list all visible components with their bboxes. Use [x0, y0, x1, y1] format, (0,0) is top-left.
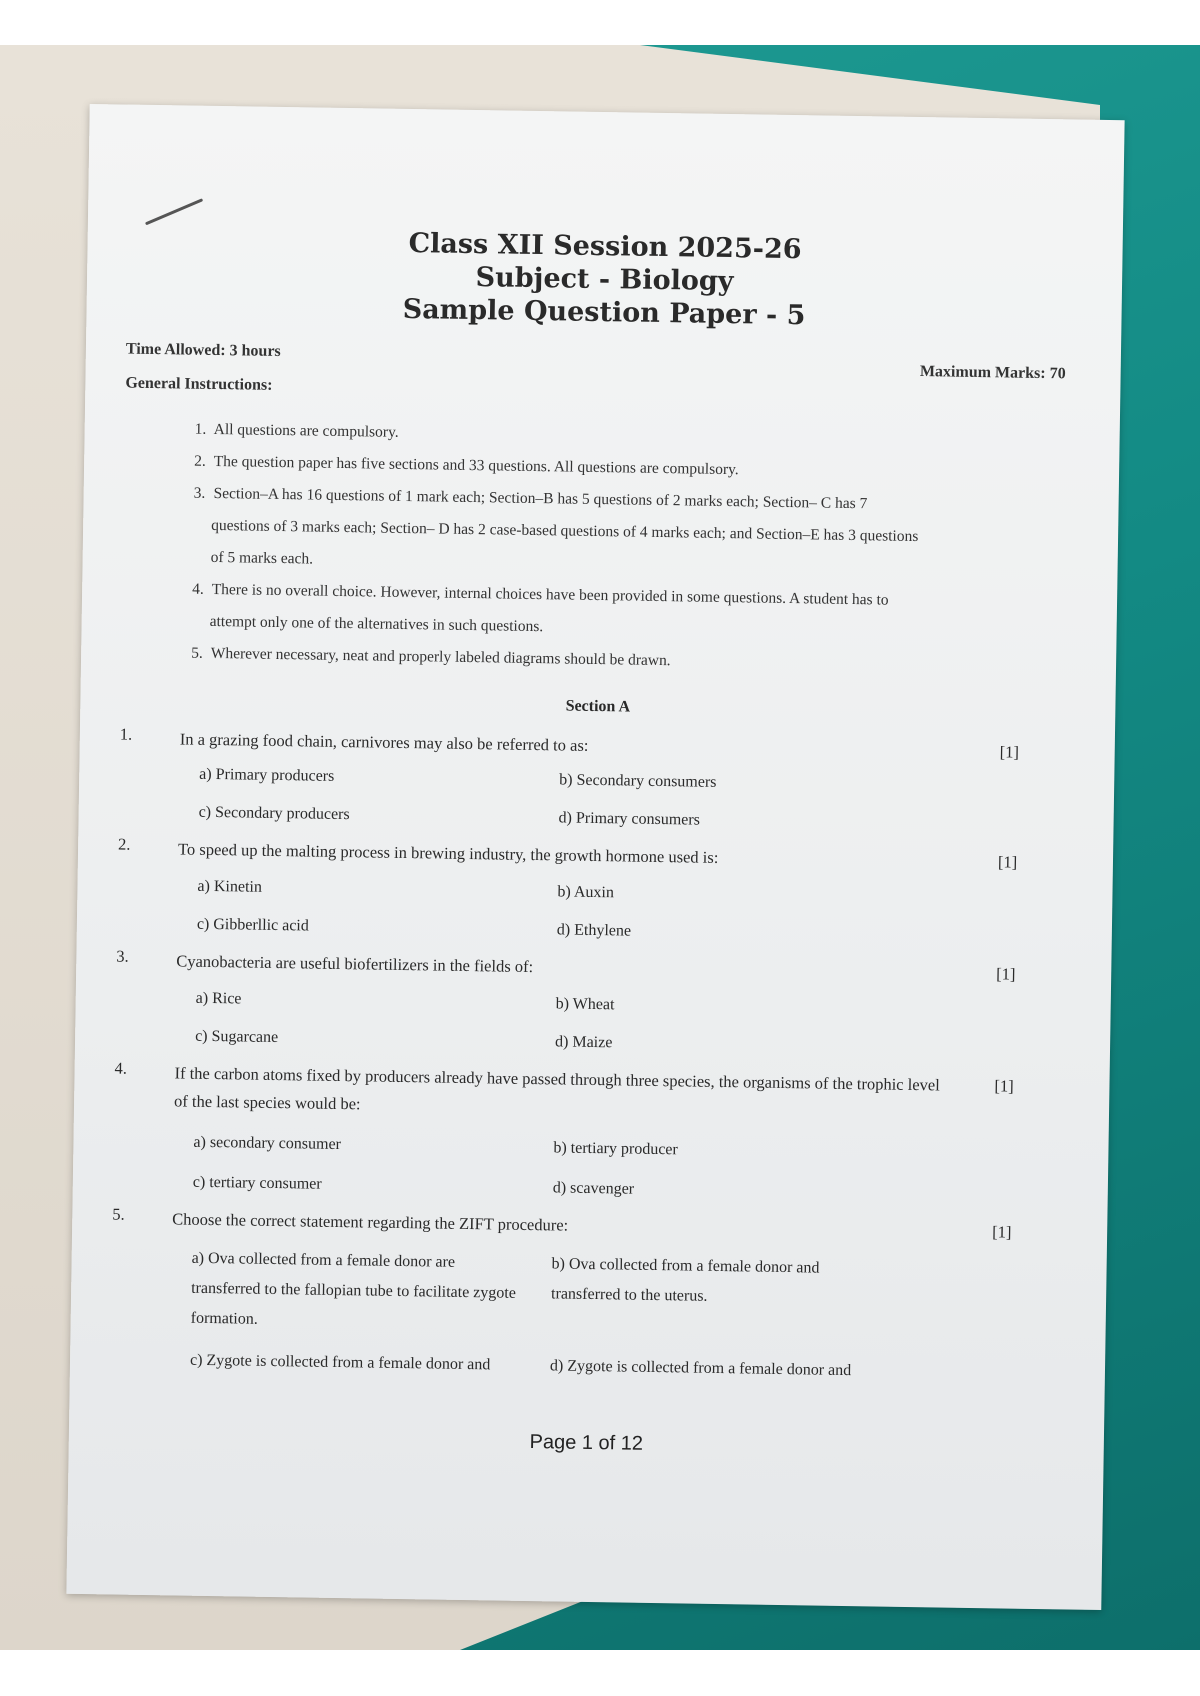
instruction-continuation: attempt only one of the alternatives in such questions.	[209, 612, 544, 636]
marks-label: [1]	[997, 852, 1018, 872]
option-d: d) Primary consumers	[558, 809, 701, 829]
question-1: 1. In a grazing food chain, carnivores may also be referred to as: [1]	[119, 724, 1020, 762]
marks-label: [1]	[992, 1222, 1012, 1242]
option-d: d) Zygote is collected from a female donor and	[549, 1357, 852, 1380]
paper-title: Sample Question Paper - 5	[402, 293, 806, 332]
instruction-item: 4. There is no overall choice. However, internal choices have been provided in some questions. A student has to	[192, 580, 889, 609]
option-a: a) Kinetin	[197, 877, 263, 896]
option-b: b) tertiary producer	[553, 1139, 678, 1159]
question-5: 5. Choose the correct statement regarding the ZIFT procedure: [1]	[112, 1204, 1012, 1242]
option-a: a) Rice	[195, 989, 242, 1008]
instruction-item: 3. Section–A has 16 questions of 1 mark each; Section–B has 5 questions of 2 marks each; Section– C has 7	[193, 484, 868, 513]
option-d: d) Maize	[554, 1033, 613, 1052]
marks-label: [1]	[996, 964, 1016, 984]
option-a: a) Ova collected from a female donor are transferred to the fallopian tube to facilitate zygote formation.	[190, 1249, 517, 1328]
instruction-item: 1. All questions are compulsory.	[194, 420, 399, 441]
marks-label: [1]	[999, 742, 1020, 762]
option-c: c) tertiary consumer	[192, 1173, 322, 1193]
title-block	[86, 222, 1122, 337]
section-heading: Section A	[565, 697, 631, 716]
option-b: b) Auxin	[557, 883, 615, 902]
exam-paper-sheet	[66, 104, 1124, 1610]
option-b: b) Ova collected from a female donor and transferred to the uterus.	[550, 1255, 820, 1305]
subject-title: Subject - Biology	[475, 262, 734, 298]
option-c: c) Secondary producers	[198, 803, 350, 824]
option-a: a) Primary producers	[199, 765, 335, 785]
option-d: d) Ethylene	[556, 921, 632, 940]
marks-label: [1]	[994, 1076, 1014, 1096]
option-c: c) Zygote is collected from a female donor and	[189, 1351, 491, 1374]
option-c: c) Gibberllic acid	[196, 915, 309, 935]
maximum-marks: Maximum Marks: 70	[919, 363, 1066, 383]
page-number: Page 1 of 12	[529, 1431, 644, 1455]
time-allowed: Time Allowed: 3 hours	[125, 340, 281, 360]
question-2: 2. To speed up the malting process in brewing industry, the growth hormone used is: [1]	[117, 834, 1018, 872]
option-c: c) Sugarcane	[195, 1027, 279, 1047]
instruction-continuation: questions of 3 marks each; Section– D has 2 case-based questions of 4 marks each; and Section–E has 3 questions	[211, 516, 919, 546]
general-instructions-heading: General Instructions:	[125, 374, 273, 394]
instruction-item: 5. Wherever necessary, neat and properly labeled diagrams should be drawn.	[191, 644, 671, 670]
instructions-list	[191, 414, 1055, 683]
instruction-item: 2. The question paper has five sections and 33 questions. All questions are compulsory.	[194, 452, 739, 479]
class-session-title: Class XII Session 2025-26	[408, 227, 802, 266]
pencil-mark	[145, 198, 203, 225]
option-b: b) Secondary consumers	[559, 771, 717, 791]
option-a: a) secondary consumer	[193, 1133, 342, 1154]
question-4: 4. If the carbon atoms fixed by producers already have passed through three species, the organisms of the trophic level of the last species would be: [1]	[114, 1058, 1014, 1114]
option-b: b) Wheat	[555, 995, 615, 1014]
question-3: 3. Cyanobacteria are useful biofertilizers in the fields of: [1]	[116, 946, 1016, 984]
option-d: d) scavenger	[552, 1179, 635, 1198]
instruction-continuation: of 5 marks each.	[210, 548, 314, 568]
